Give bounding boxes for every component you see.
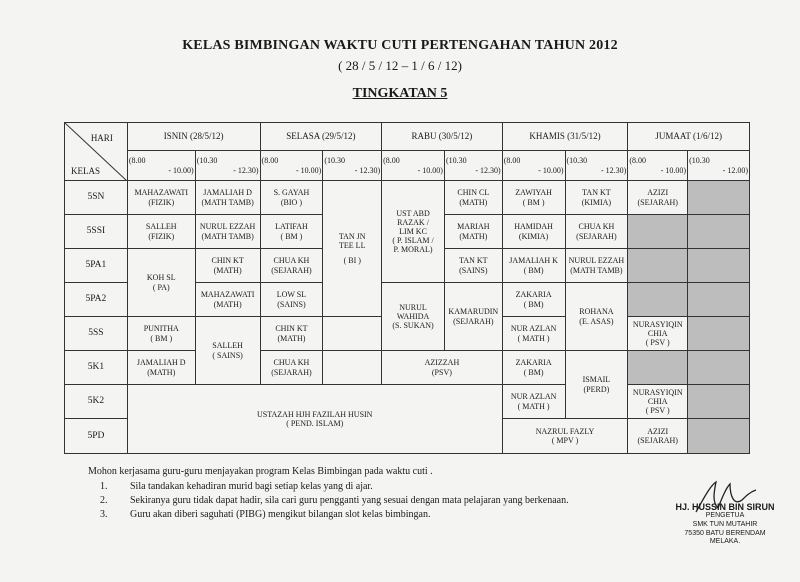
form-label: TINGKATAN 5 bbox=[352, 86, 448, 101]
shaded-cell bbox=[688, 215, 750, 249]
school-address: 75350 BATU BERENDAM bbox=[684, 529, 766, 537]
timetable-cell: JAMALIAH D (MATH TAMB) bbox=[195, 181, 260, 215]
notes-section bbox=[88, 466, 668, 523]
timetable-cell bbox=[323, 317, 382, 351]
table-corner bbox=[65, 123, 128, 181]
shaded-cell bbox=[688, 283, 750, 317]
timetable-cell: JAMALIAH K ( BM) bbox=[502, 249, 565, 283]
day-header-jumaat: JUMAAT (1/6/12) bbox=[628, 123, 750, 151]
slot-header: (10.30 - 12.30) bbox=[565, 151, 628, 181]
class-label: 5K1 bbox=[65, 351, 128, 385]
date-range: ( 28 / 5 / 12 – 1 / 6 / 12) bbox=[338, 58, 462, 73]
timetable-cell: TAN JN TEE LL ( BI ) bbox=[323, 181, 382, 317]
shaded-cell bbox=[628, 249, 688, 283]
shaded-cell bbox=[688, 351, 750, 385]
principal-title: PENGETUA bbox=[705, 512, 745, 519]
day-header-selasa: SELASA (29/5/12) bbox=[260, 123, 382, 151]
note-item: 2. Sekiranya guru tidak dapat hadir, sila cari guru pengganti yang sesuai dengan mata pelajaran yang berkenaan. bbox=[100, 495, 569, 506]
timetable-cell: CHIN KT (MATH) bbox=[260, 317, 323, 351]
timetable-cell: NAZRUL FAZLY ( MPV ) bbox=[502, 419, 628, 454]
slot-header: (8.00 - 10.00) bbox=[502, 151, 565, 181]
timetable-cell: JAMALIAH D (MATH) bbox=[127, 351, 195, 385]
shaded-cell bbox=[688, 385, 750, 419]
timetable-cell: TAN KT (KIMIA) bbox=[565, 181, 628, 215]
timetable-cell: HAMIDAH (KIMIA) bbox=[502, 215, 565, 249]
slot-header: (10.30 - 12.30) bbox=[323, 151, 382, 181]
timetable-cell: AZIZZAH (PSV) bbox=[382, 351, 503, 385]
day-header-isnin: ISNIN (28/5/12) bbox=[127, 123, 260, 151]
timetable-cell: ISMAIL (PERD) bbox=[565, 351, 628, 419]
timetable-cell: KAMARUDIN (SEJARAH) bbox=[444, 283, 502, 351]
timetable-cell: MARIAH (MATH) bbox=[444, 215, 502, 249]
timetable-cell: PUNITHA ( BM ) bbox=[127, 317, 195, 351]
slot-header: (8.00 - 10.00) bbox=[382, 151, 445, 181]
timetable-cell: S. GAYAH (BIO ) bbox=[260, 181, 323, 215]
principal-name: HJ. HUSSIN BIN SIRUN bbox=[675, 502, 775, 512]
timetable-cell: SALLEH ( SAINS) bbox=[195, 317, 260, 385]
timetable-cell: AZIZI (SEJARAH) bbox=[628, 181, 688, 215]
shaded-cell bbox=[628, 215, 688, 249]
day-header-khamis: KHAMIS (31/5/12) bbox=[502, 123, 628, 151]
timetable-cell: NURUL EZZAH (MATH TAMB) bbox=[565, 249, 628, 283]
timetable-cell: NURUL EZZAH (MATH TAMB) bbox=[195, 215, 260, 249]
timetable-cell: KOH SL ( PA) bbox=[127, 249, 195, 317]
form-heading bbox=[0, 86, 800, 102]
corner-kelas-label: KELAS bbox=[71, 165, 100, 176]
shaded-cell bbox=[688, 181, 750, 215]
document-title: KELAS BIMBINGAN WAKTU CUTI PERTENGAHAN TAHUN 2012 bbox=[182, 38, 618, 53]
timetable-cell: CHUA KH (SEJARAH) bbox=[260, 249, 323, 283]
timetable-cell: CHUA KH (SEJARAH) bbox=[260, 351, 323, 385]
class-label: 5PA2 bbox=[65, 283, 128, 317]
timetable-cell: NURASYIQIN CHIA ( PSV ) bbox=[628, 317, 688, 351]
slot-header: (8.00 - 10.00) bbox=[260, 151, 323, 181]
shaded-cell bbox=[628, 351, 688, 385]
timetable-cell: MAHAZAWATI (FIZIK) bbox=[127, 181, 195, 215]
school-state: MELAKA. bbox=[709, 538, 741, 546]
timetable-cell: NUR AZLAN ( MATH ) bbox=[502, 317, 565, 351]
slot-header: (8.00 - 10.00) bbox=[127, 151, 195, 181]
class-label: 5K2 bbox=[65, 385, 128, 419]
shaded-cell bbox=[688, 419, 750, 454]
day-header-rabu: RABU (30/5/12) bbox=[382, 123, 503, 151]
timetable-cell: NURUL WAHIDA (S. SUKAN) bbox=[382, 283, 445, 351]
timetable-cell-ustazah: USTAZAH HJH FAZILAH HUSIN ( PEND. ISLAM) bbox=[127, 385, 502, 454]
shaded-cell bbox=[688, 249, 750, 283]
timetable bbox=[64, 122, 750, 454]
timetable-cell: LOW SL (SAINS) bbox=[260, 283, 323, 317]
slot-header: (10.30 - 12.30) bbox=[444, 151, 502, 181]
slot-header: (8.00 - 10.00) bbox=[628, 151, 688, 181]
slot-header: (10.30 - 12.30) bbox=[195, 151, 260, 181]
timetable-cell: ZAWIYAH ( BM ) bbox=[502, 181, 565, 215]
class-label: 5PD bbox=[65, 419, 128, 454]
note-item: 1. Sila tandakan kehadiran murid bagi setiap kelas yang di ajar. bbox=[100, 481, 373, 492]
timetable-cell bbox=[323, 351, 382, 385]
timetable-cell: NUR AZLAN ( MATH ) bbox=[502, 385, 565, 419]
timetable-cell: MAHAZAWATI (MATH) bbox=[195, 283, 260, 317]
class-label: 5SS bbox=[65, 317, 128, 351]
notes-intro: Mohon kerjasama guru-guru menjayakan program Kelas Bimbingan pada waktu cuti . bbox=[88, 466, 433, 477]
class-label: 5SSI bbox=[65, 215, 128, 249]
timetable-cell: AZIZI (SEJARAH) bbox=[628, 419, 688, 454]
timetable-cell: TAN KT (SAINS) bbox=[444, 249, 502, 283]
timetable-cell: NURASYIQIN CHIA ( PSV ) bbox=[628, 385, 688, 419]
class-label: 5PA1 bbox=[65, 249, 128, 283]
timetable-cell: LATIFAH ( BM ) bbox=[260, 215, 323, 249]
timetable-cell: SALLEH (FIZIK) bbox=[127, 215, 195, 249]
timetable-cell: CHIN CL (MATH) bbox=[444, 181, 502, 215]
corner-hari-label: HARI bbox=[90, 133, 113, 143]
school-name: SMK TUN MUTAHIR bbox=[692, 520, 758, 528]
timetable-cell: UST ABD RAZAK / LIM KC ( P. ISLAM / P. MORAL) bbox=[382, 181, 445, 283]
shaded-cell bbox=[628, 283, 688, 317]
timetable-cell: ZAKARIA ( BM) bbox=[502, 351, 565, 385]
timetable-cell: ROHANA (E. ASAS) bbox=[565, 283, 628, 351]
note-item: 3. Guru akan diberi saguhati (PIBG) mengikut bilangan slot kelas bimbingan. bbox=[100, 509, 431, 520]
shaded-cell bbox=[688, 317, 750, 351]
slot-header: (10.30 - 12.00) bbox=[688, 151, 750, 181]
timetable-cell: CHUA KH (SEJARAH) bbox=[565, 215, 628, 249]
class-label: 5SN bbox=[65, 181, 128, 215]
timetable-cell: ZAKARIA ( BM) bbox=[502, 283, 565, 317]
signature-block bbox=[660, 502, 790, 547]
timetable-cell: CHIN KT (MATH) bbox=[195, 249, 260, 283]
